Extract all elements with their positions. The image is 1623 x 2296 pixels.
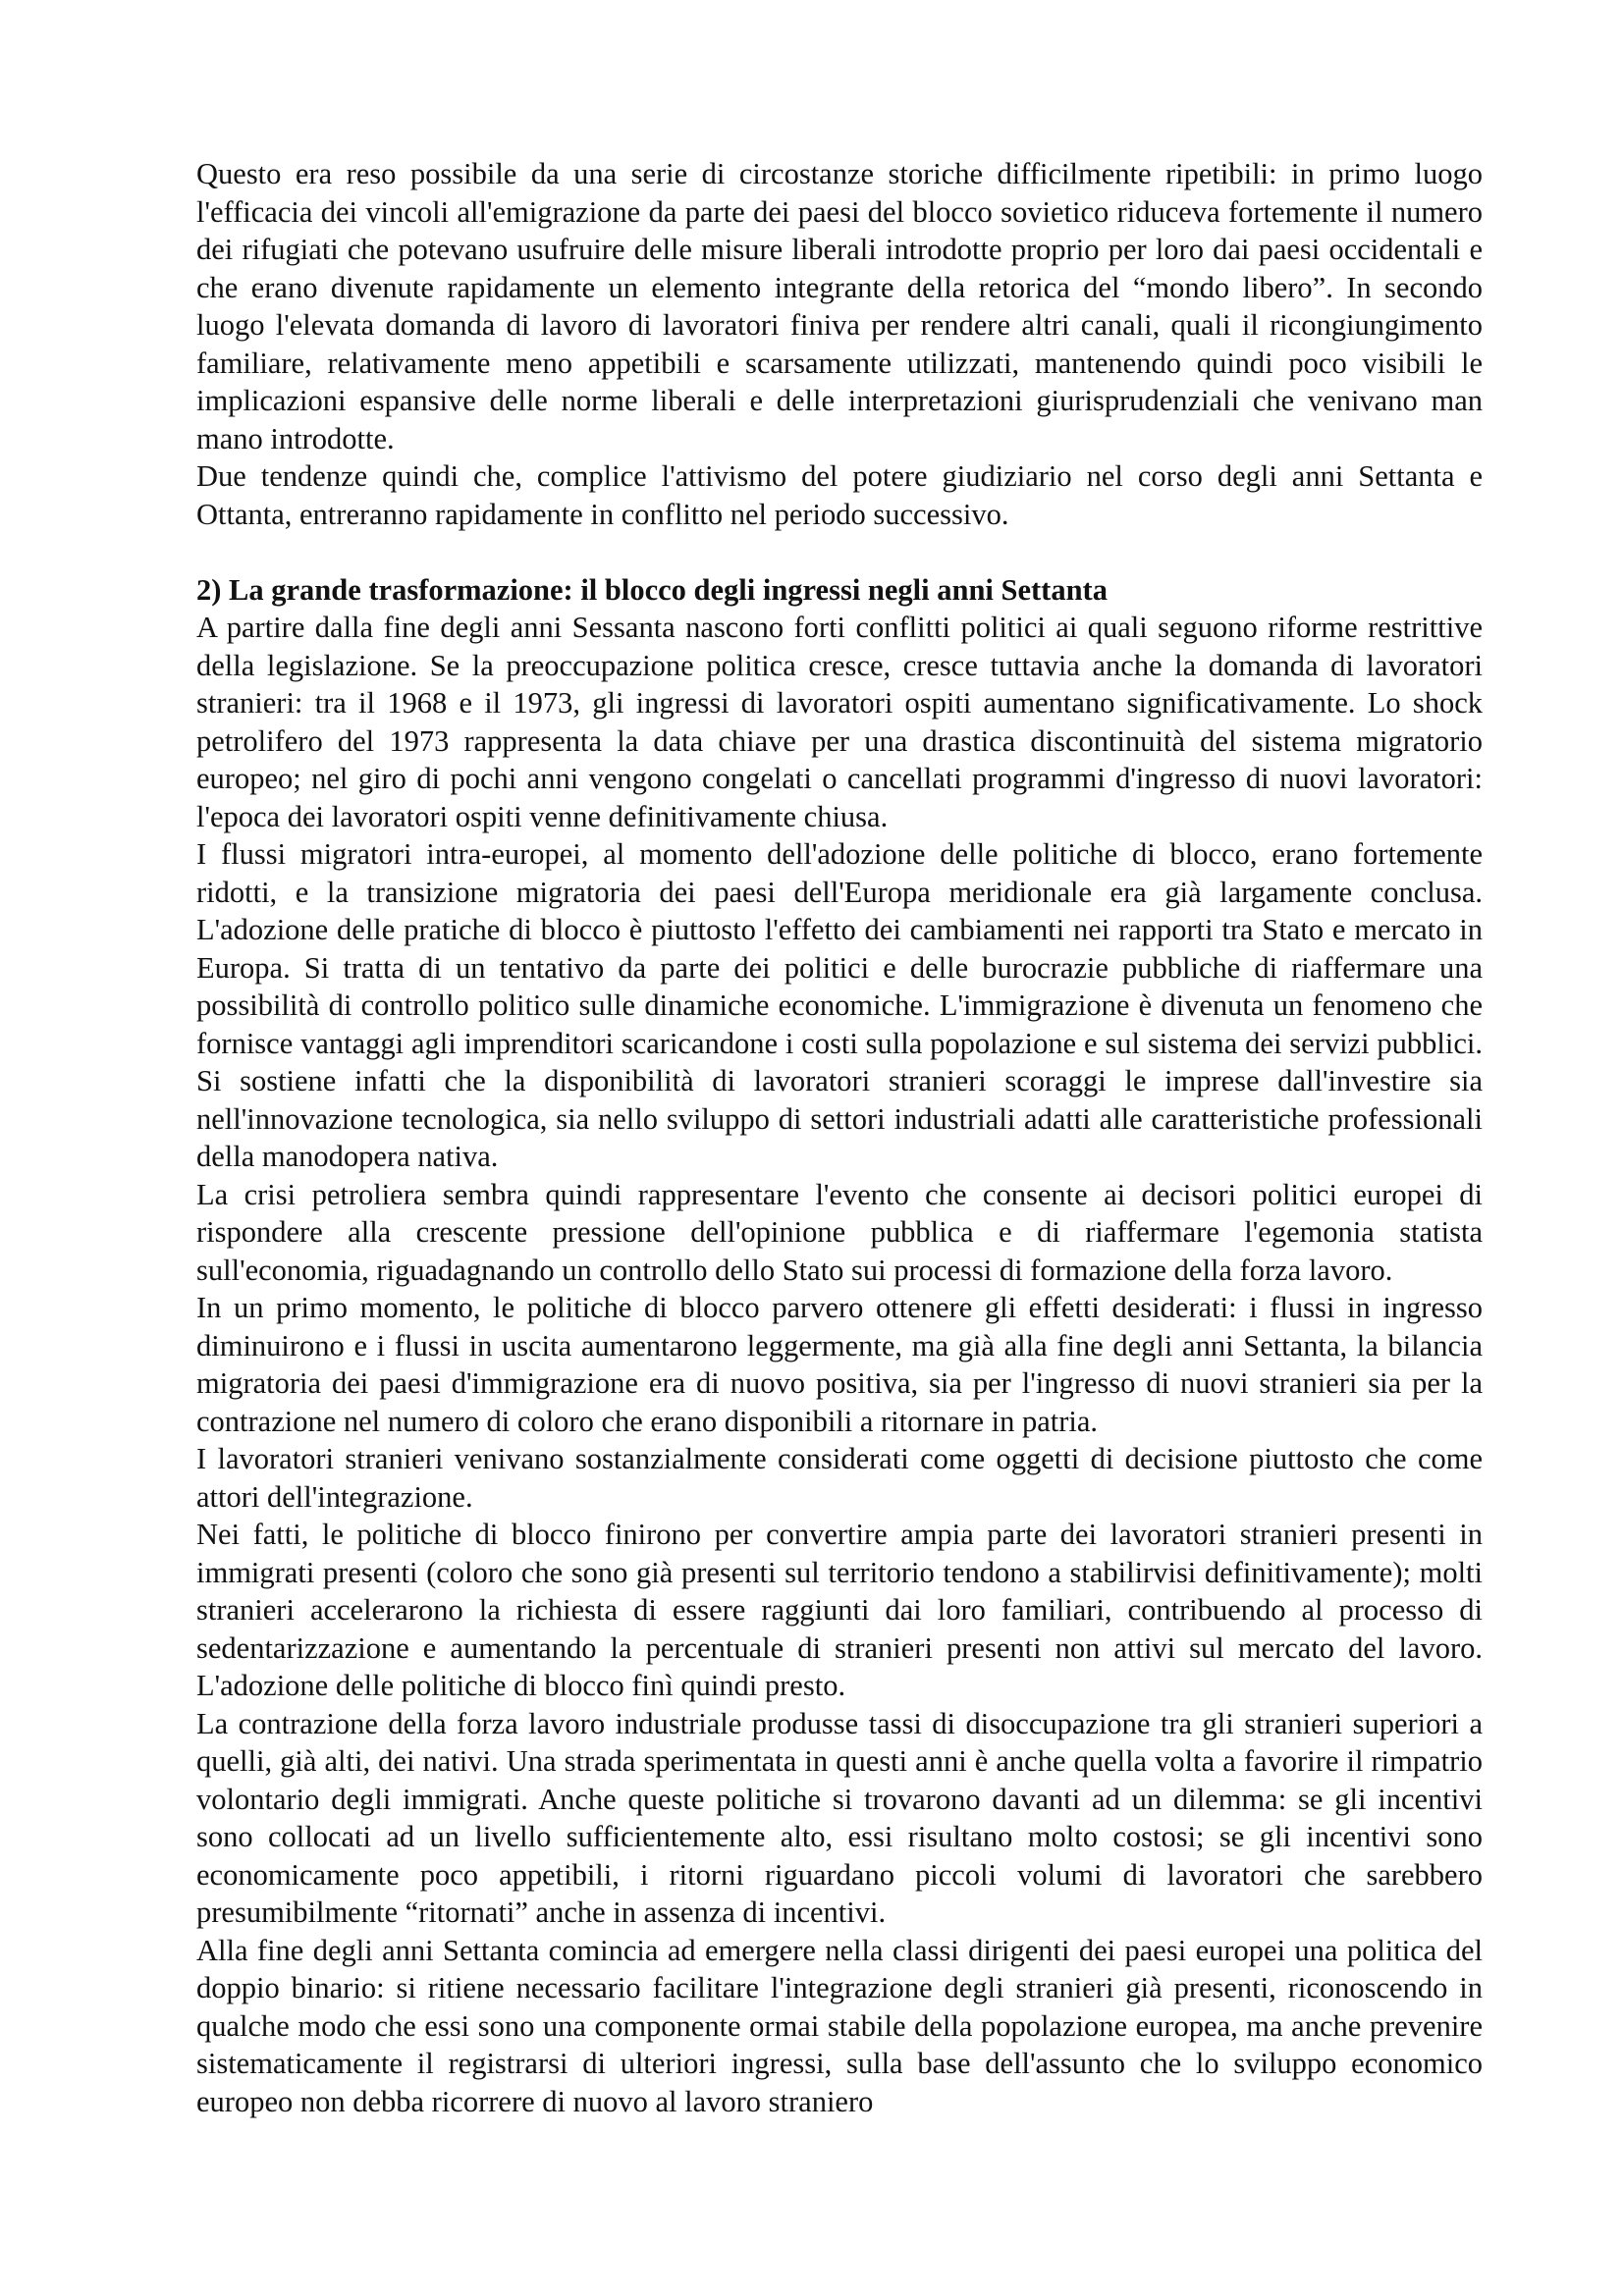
paragraph-oil-crisis: La crisi petroliera sembra quindi rappresentare l'evento che consente ai decisori politici europei di rispondere alla crescente pressione dell'opinione pubblica e di riaffermare l'egemonia statista sull'economia, riguadagnando un controllo dello Stato sui processi di formazione della forza lavoro. bbox=[196, 1177, 1483, 1287]
paragraph-late-sixties: A partire dalla fine degli anni Sessanta nascono forti conflitti politici ai quali seguono riforme restrittive della legislazione. Se la preoccupazione politica cresce, cresce tuttavia anche la domanda di lavoratori stranieri: tra il 1968 e il 1973, gli ingressi di lavoratori ospiti aumentano significativamente. Lo shock petrolifero del 1973 rappresenta la data chiave per una drastica discontinuità del sistema migratorio europeo; nel giro di pochi anni vengono congelati o cancellati programmi d'ingresso di nuovi lavoratori: l'epoca dei lavoratori ospiti venne definitivamente chiusa. bbox=[196, 611, 1483, 833]
section-heading: 2) La grande trasformazione: il blocco degli ingressi negli anni Settanta bbox=[196, 572, 1108, 607]
paragraph-two-tendencies: Due tendenze quindi che, complice l'attivismo del potere giudiziario nel corso degli anni Settanta e Ottanta, entreranno rapidamente in conflitto nel periodo successivo. bbox=[196, 459, 1483, 531]
paragraph-first-effects: In un primo momento, le politiche di blocco parvero ottenere gli effetti desiderati: i flussi in ingresso diminuirono e i flussi in uscita aumentarono leggermente, ma già alla fine degli anni Settanta, la bilancia migratoria dei paesi d'immigrazione era di nuovo positiva, sia per l'ingresso di nuovi stranieri sia per la contrazione nel numero di coloro che erano disponibili a ritornare in patria. bbox=[196, 1291, 1483, 1438]
paragraph-double-track-policy: Alla fine degli anni Settanta comincia ad emergere nella classi dirigenti dei paesi europei una politica del doppio binario: si ritiene necessario facilitare l'integrazione degli stranieri già presenti, riconoscendo in qualche modo che essi sono una componente ormai stabile della popolazione europea, ma anche prevenire sistematicamente il registrarsi di ulteriori ingressi, sulla base dell'assunto che lo sviluppo economico europeo non debba ricorrere di nuovo al lavoro straniero bbox=[196, 1933, 1483, 2118]
paragraph-historical-circumstances: Questo era reso possibile da una serie di circostanze storiche difficilmente ripetibili: in primo luogo l'efficacia dei vincoli all'emigrazione da parte dei paesi del blocco sovietico riduceva fortemente il numero dei rifugiati che potevano usufruire delle misure liberali introdotte proprio per loro dai paesi occidentali e che erano divenute rapidamente un elemento integrante della retorica del “mondo libero”. In secondo luogo l'elevata domanda di lavoro di lavoratori finiva per rendere altri canali, quali il ricongiungimento familiare, relativamente meno appetibili e scarsamente utilizzati, mantenendo quindi poco visibili le implicazioni espansive delle norme liberali e delle interpretazioni giurisprudenziali che venivano man mano introdotte. bbox=[196, 157, 1483, 455]
paragraph-workers-as-objects: I lavoratori stranieri venivano sostanzialmente considerati come oggetti di decisione piuttosto che come attori dell'integrazione. bbox=[196, 1442, 1483, 1514]
paragraph-unemployment-repatriation: La contrazione della forza lavoro industriale produsse tassi di disoccupazione tra gli stranieri superiori a quelli, già alti, dei nativi. Una strada sperimentata in questi anni è anche quella volta a favorire il rimpatrio volontario degli immigrati. Anche queste politiche si trovarono davanti ad un dilemma: se gli incentivi sono collocati ad un livello sufficientemente alto, essi risultano molto costosi; se gli incentivi sono economicamente poco appetibili, i ritorni riguardano piccoli volumi di lavoratori che sarebbero presumibilmente “ritornati” anche in assenza di incentivi. bbox=[196, 1706, 1483, 1929]
section-spacer bbox=[196, 533, 1483, 571]
document-body bbox=[196, 155, 1483, 2120]
paragraph-sedentarization: Nei fatti, le politiche di blocco finirono per convertire ampia parte dei lavoratori stranieri presenti in immigrati presenti (coloro che sono già presenti sul territorio tendono a stabilirvisi definitivamente); molti stranieri accelerarono la richiesta di essere raggiunti dai loro familiari, contribuendo al processo di sedentarizzazione e aumentando la percentuale di stranieri presenti non attivi sul mercato del lavoro. L'adozione delle politiche di blocco finì quindi presto. bbox=[196, 1518, 1483, 1702]
paragraph-intra-european-flows: I flussi migratori intra-europei, al momento dell'adozione delle politiche di blocco, erano fortemente ridotti, e la transizione migratoria dei paesi dell'Europa meridionale era già largamente conclusa. L'adozione delle pratiche di blocco è piuttosto l'effetto dei cambiamenti nei rapporti tra Stato e mercato in Europa. Si tratta di un tentativo da parte dei politici e delle burocrazie pubbliche di riaffermare una possibilità di controllo politico sulle dinamiche economiche. L'immigrazione è divenuta un fenomeno che fornisce vantaggi agli imprenditori scaricandone i costi sulla popolazione e sul sistema dei servizi pubblici. Si sostiene infatti che la disponibilità di lavoratori stranieri scoraggi le imprese dall'investire sia nell'innovazione tecnologica, sia nello sviluppo di settori industriali adatti alle caratteristiche professionali della manodopera nativa. bbox=[196, 837, 1483, 1173]
